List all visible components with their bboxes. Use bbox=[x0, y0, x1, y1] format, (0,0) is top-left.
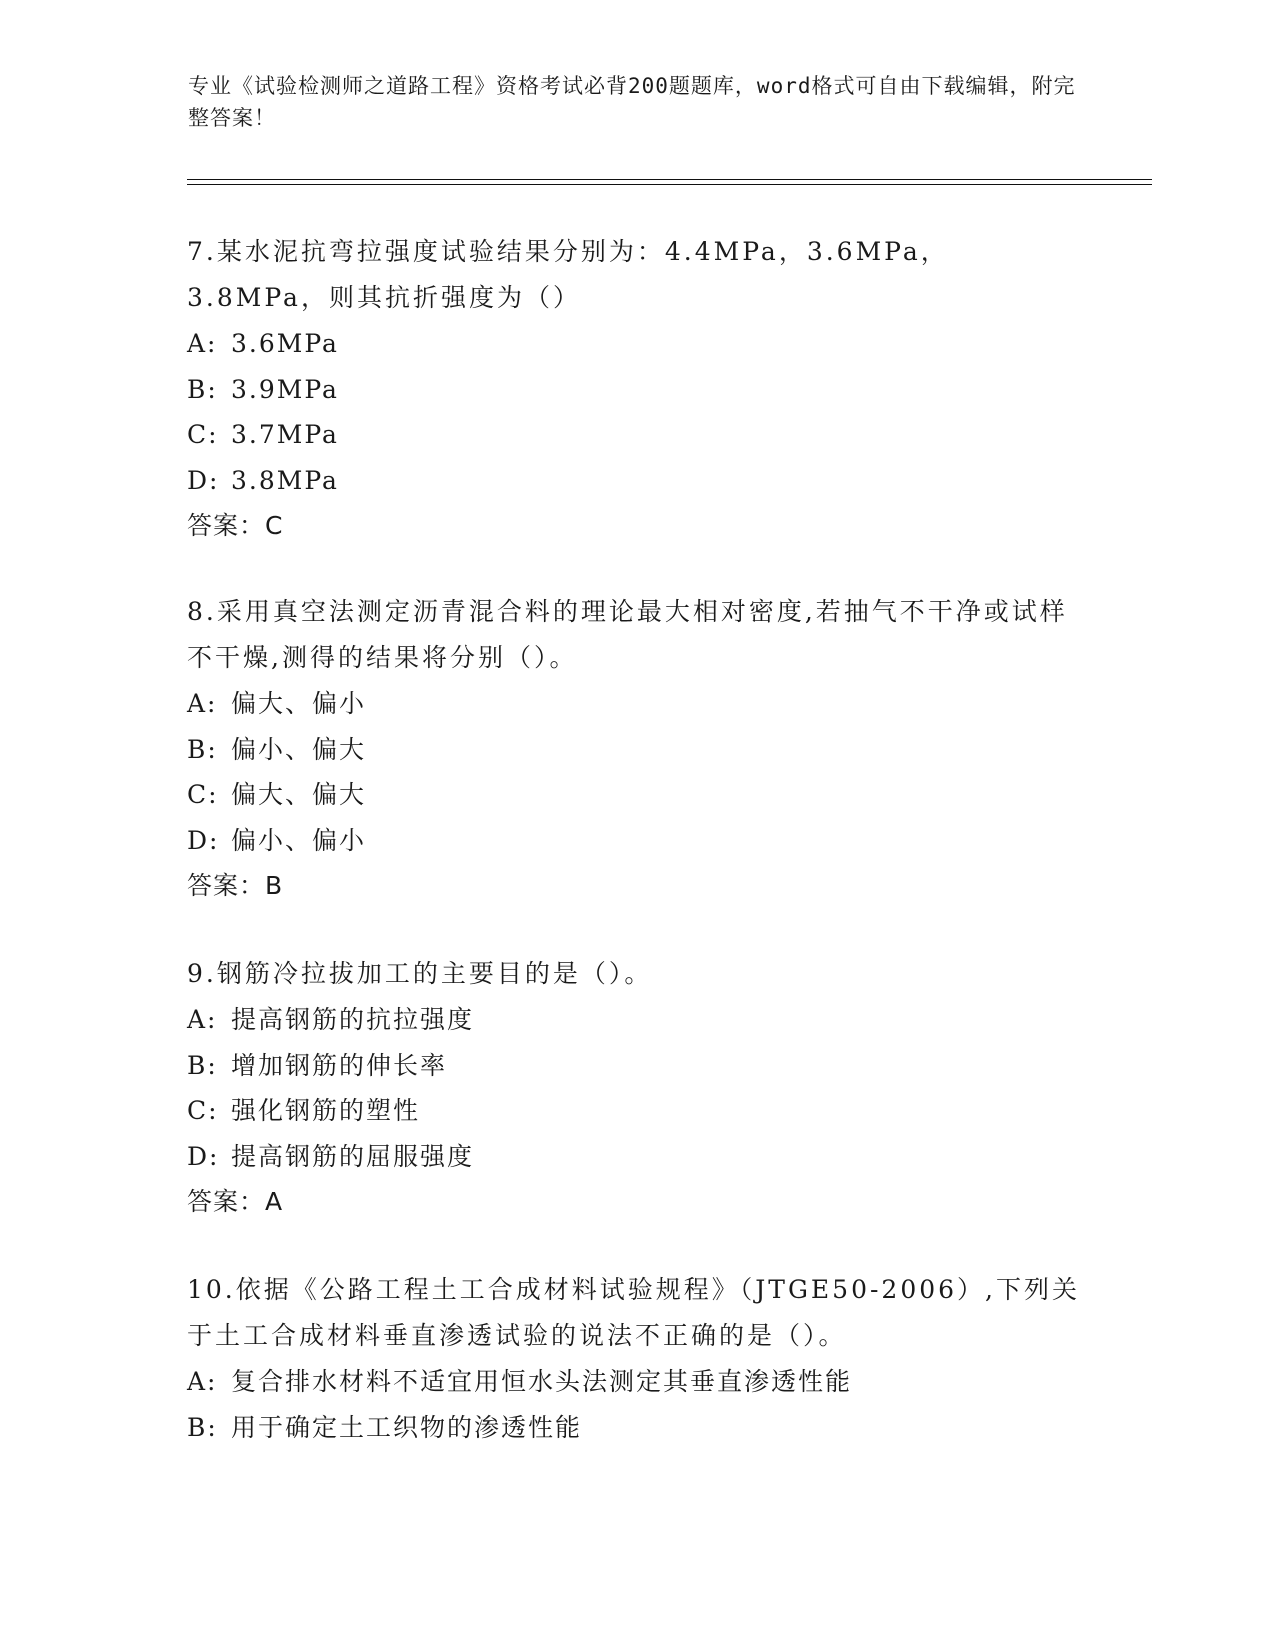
answer-line: 答案：C bbox=[187, 511, 284, 540]
option-text: 复合排水材料不适宜用恒水头法测定其垂直渗透性能 bbox=[231, 1367, 853, 1396]
option-b bbox=[187, 367, 1087, 413]
option-text: 强化钢筋的塑性 bbox=[231, 1096, 421, 1125]
question-8 bbox=[187, 589, 1087, 909]
option-letter: C: bbox=[187, 780, 219, 809]
option-d bbox=[187, 458, 1087, 504]
option-letter: D: bbox=[187, 465, 220, 495]
option-c bbox=[187, 772, 1087, 818]
option-c bbox=[187, 1088, 1087, 1134]
option-letter: C: bbox=[187, 420, 219, 449]
option-a bbox=[187, 681, 1087, 727]
option-text: 偏大、偏大 bbox=[231, 780, 367, 809]
option-text: 3.9MPa bbox=[231, 374, 339, 404]
answer-line: 答案：B bbox=[187, 871, 284, 900]
option-letter: A: bbox=[187, 1367, 218, 1396]
option-letter: D: bbox=[187, 1141, 220, 1171]
option-text: 3.8MPa bbox=[231, 465, 339, 495]
option-a bbox=[187, 997, 1087, 1043]
option-text: 偏大、偏小 bbox=[231, 689, 367, 718]
question-stem: 7.某水泥抗弯拉强度试验结果分别为：4.4MPa，3.6MPa，3.8MPa，则其抗折强度为（） bbox=[187, 237, 949, 312]
answer-line: 答案：A bbox=[187, 1187, 284, 1216]
document-header bbox=[188, 70, 1088, 134]
option-text: 偏小、偏大 bbox=[231, 734, 367, 764]
option-text: 用于确定土工织物的渗透性能 bbox=[231, 1412, 583, 1442]
option-letter: A: bbox=[187, 329, 218, 358]
header-text: 专业《试验检测师之道路工程》资格考试必背200题题库，word格式可自由下载编辑，附完整答案！ bbox=[188, 74, 1076, 130]
option-letter: B: bbox=[187, 1412, 218, 1442]
option-letter: B: bbox=[187, 374, 218, 404]
option-letter: A: bbox=[187, 689, 218, 718]
option-letter: A: bbox=[187, 1005, 218, 1034]
option-letter: C: bbox=[187, 1096, 219, 1125]
option-b bbox=[187, 1405, 1087, 1451]
option-text: 3.7MPa bbox=[231, 420, 339, 449]
option-a bbox=[187, 1359, 1087, 1405]
option-text: 提高钢筋的屈服强度 bbox=[231, 1141, 475, 1171]
option-letter: D: bbox=[187, 825, 220, 855]
option-text: 提高钢筋的抗拉强度 bbox=[231, 1005, 475, 1034]
question-9 bbox=[187, 951, 1087, 1225]
option-d bbox=[187, 1134, 1087, 1180]
option-c bbox=[187, 412, 1087, 458]
question-7 bbox=[187, 229, 1087, 549]
option-text: 3.6MPa bbox=[231, 329, 339, 358]
header-divider-top bbox=[187, 179, 1152, 180]
option-letter: B: bbox=[187, 1050, 218, 1080]
option-text: 增加钢筋的伸长率 bbox=[231, 1050, 448, 1080]
option-text: 偏小、偏小 bbox=[231, 825, 367, 855]
option-b bbox=[187, 1043, 1087, 1089]
option-b bbox=[187, 727, 1087, 773]
option-a bbox=[187, 321, 1087, 367]
question-stem: 10.依据《公路工程土工合成材料试验规程》（JTGE50-2006）,下列关于土工合成材料垂直渗透试验的说法不正确的是（）。 bbox=[187, 1275, 1081, 1350]
header-divider-bottom bbox=[187, 184, 1152, 185]
question-stem: 9.钢筋冷拉拔加工的主要目的是（）。 bbox=[187, 959, 653, 988]
option-d bbox=[187, 818, 1087, 864]
option-letter: B: bbox=[187, 734, 218, 764]
question-10 bbox=[187, 1267, 1087, 1450]
question-stem: 8.采用真空法测定沥青混合料的理论最大相对密度,若抽气不干净或试样不干燥,测得的结果将分别（）。 bbox=[187, 597, 1068, 672]
